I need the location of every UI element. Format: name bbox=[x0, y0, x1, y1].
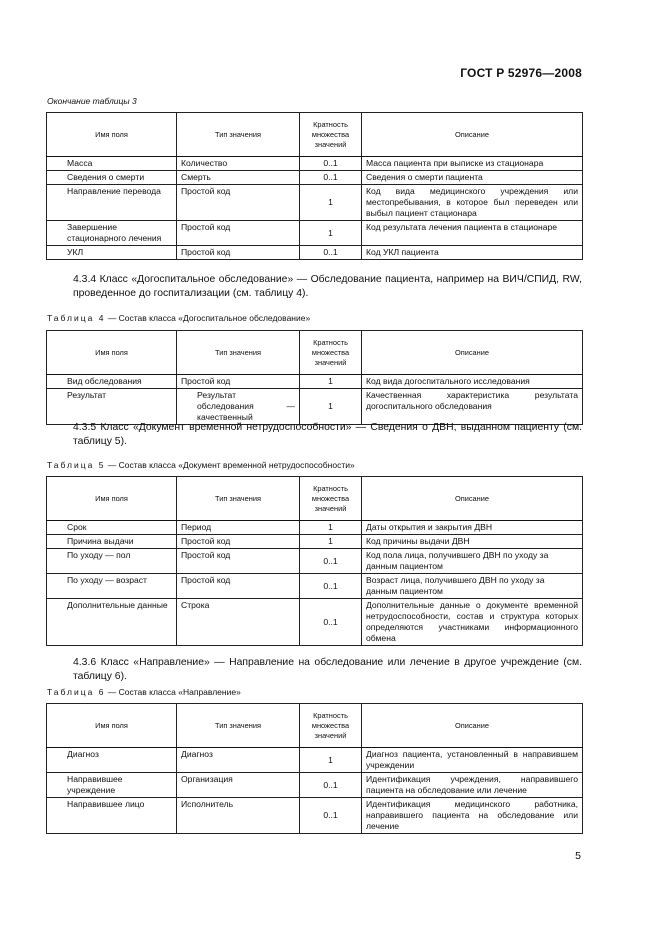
col-value-type: Тип значения bbox=[177, 477, 300, 521]
table3 bbox=[46, 112, 583, 260]
table-row: По уходу — возраст Простой код 0..1 Возраст лица, получившего ДВН по уходу за данным пациентом bbox=[47, 574, 583, 599]
table-row: Диагноз Диагноз 1 Диагноз пациента, установленный в направившем учреждении bbox=[47, 748, 583, 773]
col-description: Описание bbox=[362, 704, 583, 748]
col-multiplicity: Кратность множества значений bbox=[300, 477, 362, 521]
col-multiplicity: Кратность множества значений bbox=[300, 113, 362, 157]
col-description: Описание bbox=[362, 477, 583, 521]
table-row: Дополнительные данные Строка 0..1 Дополнительные данные о документе временной нетрудоспособности, состав и структура которых определяются участниками информационного обмена bbox=[47, 599, 583, 646]
table5 bbox=[46, 476, 583, 646]
document-header: ГОСТ Р 52976—2008 bbox=[460, 66, 582, 80]
table-row: Сведения о смерти Смерть 0..1 Сведения о смерти пациента bbox=[47, 171, 583, 185]
table-row: Результат Результат обследования — качественный 1 Качественная характеристика результата догоспитального обследования bbox=[47, 389, 583, 425]
paragraph-4-3-5: 4.3.5 Класс «Документ временной нетрудоспособности» — Сведения о ДВН, выданном пациенту (см. таблицу 5). bbox=[73, 422, 582, 447]
col-value-type: Тип значения bbox=[177, 331, 300, 375]
table6-caption: Таблица 6 — Состав класса «Направление» bbox=[47, 687, 241, 697]
col-field-name: Имя поля bbox=[47, 331, 177, 375]
table-row: Направившее учреждение Организация 0..1 Идентификация учреждения, направившего пациента на обследование или лечение bbox=[47, 773, 583, 798]
table4 bbox=[46, 330, 583, 425]
table-row: Направление перевода Простой код 1 Код вида медицинского учреждения или местопребывания, в которое был переведен или выбыл пациент стационара bbox=[47, 185, 583, 221]
table-row: Вид обследования Простой код 1 Код вида догоспитального исследования bbox=[47, 375, 583, 389]
col-value-type: Тип значения bbox=[177, 704, 300, 748]
table-row: Направившее лицо Исполнитель 0..1 Идентификация медицинского работника, направившего пациента на обследование или лечение bbox=[47, 798, 583, 834]
col-multiplicity: Кратность множества значений bbox=[300, 331, 362, 375]
table-row: Причина выдачи Простой код 1 Код причины выдачи ДВН bbox=[47, 535, 583, 549]
col-value-type: Тип значения bbox=[177, 113, 300, 157]
paragraph-4-3-4: 4.3.4 Класс «Догоспитальное обследование» — Обследование пациента, например на ВИЧ/СПИД, RW, проведенное до госпитализации (см. таблицу 4). bbox=[73, 274, 582, 299]
col-multiplicity: Кратность множества значений bbox=[300, 704, 362, 748]
col-field-name: Имя поля bbox=[47, 704, 177, 748]
page-number: 5 bbox=[575, 850, 581, 862]
paragraph-4-3-6: 4.3.6 Класс «Направление» — Направление на обследование или лечение в другое учреждение (см. таблицу 6). bbox=[73, 657, 582, 682]
table5-caption: Таблица 5 — Состав класса «Документ временной нетрудоспособности» bbox=[47, 460, 355, 470]
col-description: Описание bbox=[362, 113, 583, 157]
table6 bbox=[46, 703, 583, 834]
table-row: Срок Период 1 Даты открытия и закрытия ДВН bbox=[47, 521, 583, 535]
table-row: УКЛ Простой код 0..1 Код УКЛ пациента bbox=[47, 246, 583, 260]
table4-caption: Таблица 4 — Состав класса «Догоспитальное обследование» bbox=[47, 313, 311, 323]
table-row: Завершение стационарного лечения Простой код 1 Код результата лечения пациента в стационаре bbox=[47, 221, 583, 246]
col-field-name: Имя поля bbox=[47, 477, 177, 521]
table-row: Масса Количество 0..1 Масса пациента при выписке из стационара bbox=[47, 157, 583, 171]
col-description: Описание bbox=[362, 331, 583, 375]
table3-caption: Окончание таблицы 3 bbox=[47, 96, 137, 106]
table-row: По уходу — пол Простой код 0..1 Код пола лица, получившего ДВН по уходу за данным пациентом bbox=[47, 549, 583, 574]
col-field-name: Имя поля bbox=[47, 113, 177, 157]
